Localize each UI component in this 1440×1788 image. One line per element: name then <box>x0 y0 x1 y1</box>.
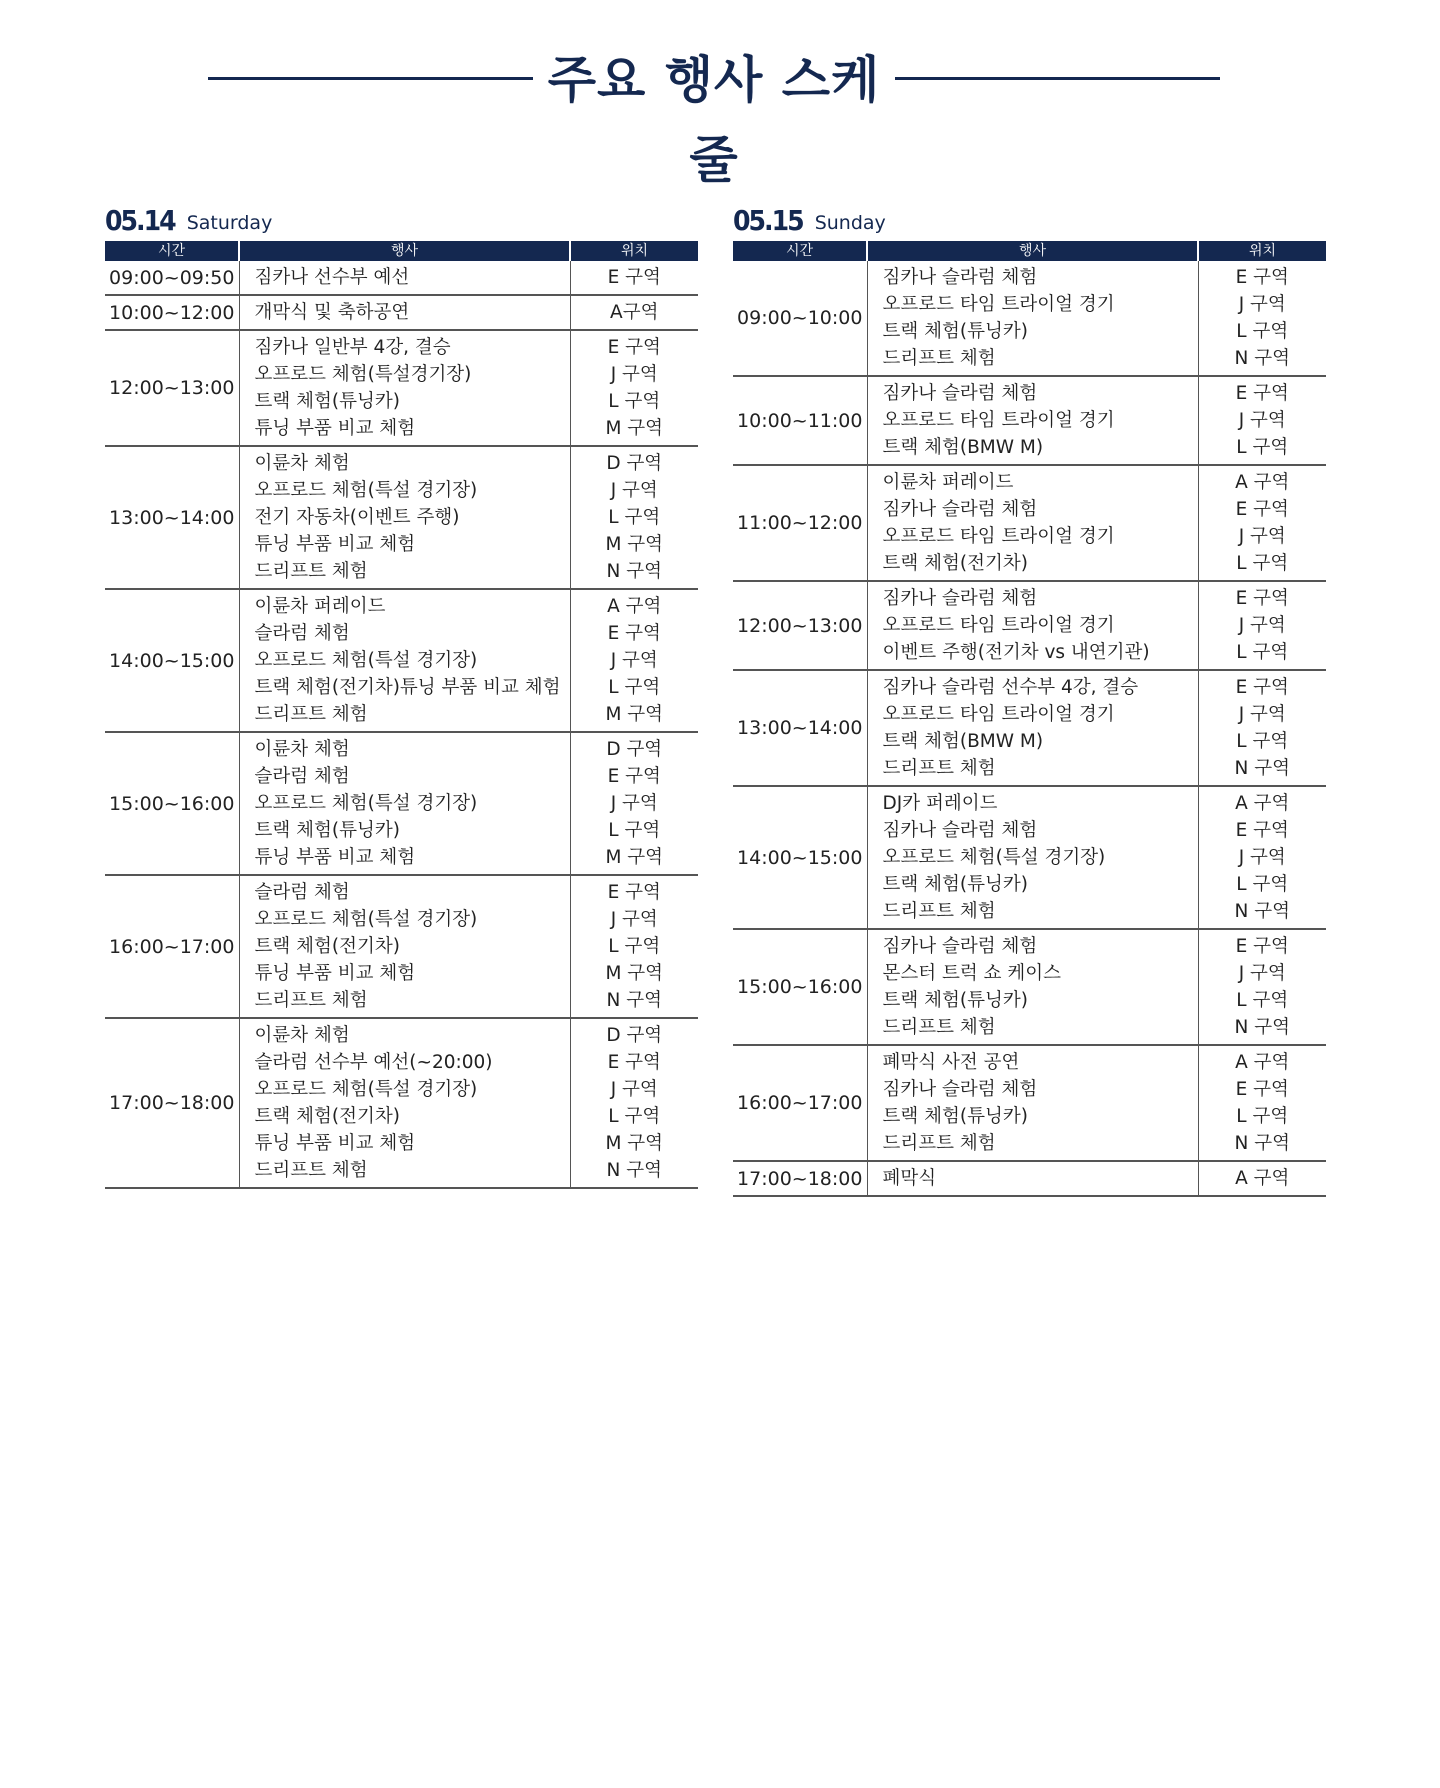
table-row <box>105 1018 698 1188</box>
location-item: D 구역 <box>606 1025 663 1046</box>
location-item: J 구역 <box>1238 410 1286 431</box>
header-location: 위치 <box>570 241 698 261</box>
table-row <box>105 875 698 1018</box>
day-date: 05.14 <box>105 204 175 237</box>
location-item: L 구역 <box>1236 990 1289 1011</box>
events-cell <box>867 1161 1198 1196</box>
event-item: 트랙 체험(전기차) <box>254 1106 400 1127</box>
event-item: 오프로드 타임 트라이얼 경기 <box>882 526 1115 547</box>
events-cell <box>239 875 570 1018</box>
location-item: L 구역 <box>1236 553 1289 574</box>
event-item: 개막식 및 축하공연 <box>254 302 410 323</box>
location-item: A구역 <box>610 302 659 323</box>
event-item: 짐카나 선수부 예선 <box>254 267 410 288</box>
location-item: J 구역 <box>1238 615 1286 636</box>
events-cell <box>239 589 570 732</box>
event-item: 짐카나 슬라럼 체험 <box>882 499 1038 520</box>
time-cell: 09:00~09:50 <box>105 261 239 295</box>
day-sunday <box>733 205 1326 1197</box>
locations-cell <box>570 875 698 1018</box>
events-cell <box>239 330 570 446</box>
event-item: 트랙 체험(BMW M) <box>882 731 1044 752</box>
table-row <box>733 376 1326 465</box>
time-cell: 16:00~17:00 <box>105 875 239 1018</box>
event-item: 오프로드 타임 트라이얼 경기 <box>882 294 1115 315</box>
location-item: E 구역 <box>607 267 661 288</box>
locations-cell <box>570 589 698 732</box>
event-item: 슬라럼 선수부 예선(~20:00) <box>254 1052 493 1073</box>
event-item: 트랙 체험(튜닝카) <box>882 874 1028 895</box>
event-item: 트랙 체험(튜닝카) <box>882 990 1028 1011</box>
location-item: J 구역 <box>610 364 658 385</box>
locations-cell <box>570 295 698 330</box>
event-item: 드리프트 체험 <box>882 901 996 922</box>
event-item: 트랙 체험(BMW M) <box>882 437 1044 458</box>
events-cell <box>239 446 570 589</box>
event-item: 이륜차 체험 <box>254 1025 350 1046</box>
table-row <box>105 732 698 875</box>
event-item: 이륜차 퍼레이드 <box>254 596 386 617</box>
event-item: 트랙 체험(튜닝카) <box>254 391 400 412</box>
event-item: 전기 자동차(이벤트 주행) <box>254 507 460 528</box>
location-item: M 구역 <box>605 534 664 555</box>
locations-cell <box>1198 670 1326 786</box>
event-item: 이벤트 주행(전기차 vs 내연기관) <box>882 642 1150 663</box>
location-item: M 구역 <box>605 1133 664 1154</box>
location-item: L 구역 <box>608 677 661 698</box>
events-cell <box>867 581 1198 670</box>
location-item: E 구역 <box>1235 936 1289 957</box>
location-item: M 구역 <box>605 418 664 439</box>
location-item: D 구역 <box>606 739 663 760</box>
event-item: 몬스터 트럭 쇼 케이스 <box>882 963 1061 984</box>
location-item: E 구역 <box>1235 677 1289 698</box>
location-item: L 구역 <box>1236 321 1289 342</box>
time-cell: 13:00~14:00 <box>733 670 867 786</box>
locations-cell <box>570 446 698 589</box>
location-item: L 구역 <box>608 936 661 957</box>
event-item: 튜닝 부품 비교 체험 <box>254 534 416 555</box>
location-item: L 구역 <box>1236 874 1289 895</box>
event-item: 드리프트 체험 <box>254 704 368 725</box>
location-item: E 구역 <box>607 623 661 644</box>
events-cell <box>867 376 1198 465</box>
location-item: E 구역 <box>1235 383 1289 404</box>
day-weekday: Sunday <box>814 212 886 234</box>
location-item: A 구역 <box>607 596 662 617</box>
day-date: 05.15 <box>733 204 803 237</box>
location-item: J 구역 <box>610 793 658 814</box>
day-weekday: Saturday <box>186 212 273 234</box>
location-item: N 구역 <box>1234 758 1290 779</box>
location-item: L 구역 <box>608 507 661 528</box>
events-cell <box>239 261 570 295</box>
table-header-row <box>105 241 698 261</box>
events-cell <box>239 295 570 330</box>
locations-cell <box>570 1018 698 1188</box>
location-item: M 구역 <box>605 704 664 725</box>
event-item: 트랙 체험(전기차) <box>882 553 1028 574</box>
time-cell: 10:00~11:00 <box>733 376 867 465</box>
event-item: 짐카나 슬라럼 체험 <box>882 588 1038 609</box>
events-cell <box>239 1018 570 1188</box>
time-cell: 12:00~13:00 <box>105 330 239 446</box>
locations-cell <box>570 732 698 875</box>
day-saturday <box>105 205 698 1189</box>
event-item: 오프로드 체험(특설 경기장) <box>254 1079 478 1100</box>
location-item: L 구역 <box>1236 642 1289 663</box>
location-item: E 구역 <box>1235 820 1289 841</box>
location-item: J 구역 <box>1238 847 1286 868</box>
event-item: 이륜차 체험 <box>254 739 350 760</box>
header-event: 행사 <box>239 241 570 261</box>
event-item: 짐카나 슬라럼 체험 <box>882 820 1038 841</box>
event-item: 튜닝 부품 비교 체험 <box>254 1133 416 1154</box>
location-item: E 구역 <box>607 882 661 903</box>
locations-cell <box>1198 929 1326 1045</box>
event-item: 짐카나 슬라럼 체험 <box>882 383 1038 404</box>
event-item: 트랙 체험(튜닝카) <box>254 820 400 841</box>
location-item: D 구역 <box>606 453 663 474</box>
location-item: L 구역 <box>608 820 661 841</box>
event-item: 오프로드 체험(특설 경기장) <box>254 793 478 814</box>
location-item: E 구역 <box>1235 267 1289 288</box>
time-cell: 09:00~10:00 <box>733 261 867 376</box>
time-cell: 10:00~12:00 <box>105 295 239 330</box>
time-cell: 16:00~17:00 <box>733 1045 867 1161</box>
table-row <box>733 465 1326 581</box>
page-title: 주요 행사 스케줄 <box>547 51 881 189</box>
location-item: L 구역 <box>1236 437 1289 458</box>
event-item: 드리프트 체험 <box>882 758 996 779</box>
locations-cell <box>570 330 698 446</box>
table-row <box>733 1161 1326 1196</box>
events-cell <box>867 1045 1198 1161</box>
event-item: DJ카 퍼레이드 <box>882 793 998 814</box>
events-cell <box>867 465 1198 581</box>
event-item: 짐카나 슬라럼 선수부 4강, 결승 <box>882 677 1139 698</box>
event-item: 트랙 체험(튜닝카) <box>882 321 1028 342</box>
event-item: 슬라럼 체험 <box>254 882 350 903</box>
event-item: 오프로드 타임 트라이얼 경기 <box>882 704 1115 725</box>
location-item: E 구역 <box>607 1052 661 1073</box>
schedule-table <box>105 241 698 1189</box>
location-item: J 구역 <box>610 650 658 671</box>
location-item: M 구역 <box>605 847 664 868</box>
event-item: 튜닝 부품 비교 체험 <box>254 418 416 439</box>
table-row <box>105 330 698 446</box>
events-cell <box>239 732 570 875</box>
event-item: 폐막식 <box>882 1168 937 1189</box>
location-item: A 구역 <box>1235 472 1290 493</box>
table-row <box>105 589 698 732</box>
location-item: N 구역 <box>606 1160 662 1181</box>
location-item: N 구역 <box>1234 348 1290 369</box>
location-item: A 구역 <box>1235 1168 1290 1189</box>
time-cell: 14:00~15:00 <box>733 786 867 929</box>
event-item: 짐카나 슬라럼 체험 <box>882 267 1038 288</box>
location-item: E 구역 <box>607 337 661 358</box>
location-item: M 구역 <box>605 963 664 984</box>
location-item: J 구역 <box>1238 294 1286 315</box>
location-item: E 구역 <box>607 766 661 787</box>
table-header-row <box>733 241 1326 261</box>
location-item: L 구역 <box>1236 1106 1289 1127</box>
table-row <box>733 786 1326 929</box>
events-cell <box>867 929 1198 1045</box>
event-item: 슬라럼 체험 <box>254 766 350 787</box>
locations-cell <box>1198 786 1326 929</box>
event-item: 이륜차 체험 <box>254 453 350 474</box>
schedule-table <box>733 241 1326 1197</box>
title-rule-right <box>895 77 1220 80</box>
title-row <box>0 40 1440 189</box>
event-item: 트랙 체험(튜닝카) <box>882 1106 1028 1127</box>
location-item: A 구역 <box>1235 793 1290 814</box>
table-row <box>105 295 698 330</box>
location-item: J 구역 <box>1238 963 1286 984</box>
event-item: 드리프트 체험 <box>254 561 368 582</box>
time-cell: 13:00~14:00 <box>105 446 239 589</box>
events-cell <box>867 670 1198 786</box>
locations-cell <box>570 261 698 295</box>
locations-cell <box>1198 465 1326 581</box>
event-item: 이륜차 퍼레이드 <box>882 472 1014 493</box>
table-row <box>105 446 698 589</box>
location-item: N 구역 <box>1234 1017 1290 1038</box>
event-item: 드리프트 체험 <box>254 1160 368 1181</box>
table-row <box>733 581 1326 670</box>
header-time: 시간 <box>105 241 239 261</box>
location-item: L 구역 <box>608 391 661 412</box>
event-item: 오프로드 체험(특설 경기장) <box>254 909 478 930</box>
locations-cell <box>1198 261 1326 376</box>
header-location: 위치 <box>1198 241 1326 261</box>
time-cell: 15:00~16:00 <box>105 732 239 875</box>
location-item: J 구역 <box>610 909 658 930</box>
event-item: 짐카나 일반부 4강, 결승 <box>254 337 451 358</box>
locations-cell <box>1198 581 1326 670</box>
event-item: 오프로드 체험(특설 경기장) <box>254 480 478 501</box>
table-row <box>733 670 1326 786</box>
event-item: 드리프트 체험 <box>882 1017 996 1038</box>
table-row <box>105 261 698 295</box>
event-item: 튜닝 부품 비교 체험 <box>254 963 416 984</box>
time-cell: 12:00~13:00 <box>733 581 867 670</box>
location-item: E 구역 <box>1235 588 1289 609</box>
event-item: 트랙 체험(전기차)튜닝 부품 비교 체험 <box>254 677 561 698</box>
locations-cell <box>1198 1045 1326 1161</box>
table-row <box>733 929 1326 1045</box>
event-item: 폐막식 사전 공연 <box>882 1052 1020 1073</box>
event-item: 드리프트 체험 <box>882 348 996 369</box>
event-item: 드리프트 체험 <box>254 990 368 1011</box>
table-row <box>733 1045 1326 1161</box>
location-item: E 구역 <box>1235 499 1289 520</box>
event-item: 오프로드 체험(특설 경기장) <box>882 847 1106 868</box>
location-item: N 구역 <box>1234 1133 1290 1154</box>
time-cell: 17:00~18:00 <box>105 1018 239 1188</box>
time-cell: 11:00~12:00 <box>733 465 867 581</box>
event-item: 오프로드 체험(특설 경기장) <box>254 650 478 671</box>
location-item: J 구역 <box>610 1079 658 1100</box>
events-cell <box>867 786 1198 929</box>
table-row <box>733 261 1326 376</box>
location-item: J 구역 <box>610 480 658 501</box>
event-item: 짐카나 슬라럼 체험 <box>882 936 1038 957</box>
time-cell: 14:00~15:00 <box>105 589 239 732</box>
header-event: 행사 <box>867 241 1198 261</box>
event-item: 트랙 체험(전기차) <box>254 936 400 957</box>
location-item: N 구역 <box>606 561 662 582</box>
location-item: N 구역 <box>606 990 662 1011</box>
location-item: E 구역 <box>1235 1079 1289 1100</box>
locations-cell <box>1198 376 1326 465</box>
time-cell: 15:00~16:00 <box>733 929 867 1045</box>
location-item: N 구역 <box>1234 901 1290 922</box>
location-item: A 구역 <box>1235 1052 1290 1073</box>
day-header <box>105 205 698 237</box>
event-item: 짐카나 슬라럼 체험 <box>882 1079 1038 1100</box>
locations-cell <box>1198 1161 1326 1196</box>
event-item: 드리프트 체험 <box>882 1133 996 1154</box>
location-item: J 구역 <box>1238 526 1286 547</box>
header-time: 시간 <box>733 241 867 261</box>
location-item: L 구역 <box>608 1106 661 1127</box>
day-header <box>733 205 1326 237</box>
event-item: 슬라럼 체험 <box>254 623 350 644</box>
event-item: 오프로드 타임 트라이얼 경기 <box>882 410 1115 431</box>
time-cell: 17:00~18:00 <box>733 1161 867 1196</box>
events-cell <box>867 261 1198 376</box>
event-item: 튜닝 부품 비교 체험 <box>254 847 416 868</box>
location-item: J 구역 <box>1238 704 1286 725</box>
event-item: 오프로드 타임 트라이얼 경기 <box>882 615 1115 636</box>
location-item: L 구역 <box>1236 731 1289 752</box>
title-rule-left <box>208 77 533 80</box>
event-item: 오프로드 체험(특설경기장) <box>254 364 472 385</box>
